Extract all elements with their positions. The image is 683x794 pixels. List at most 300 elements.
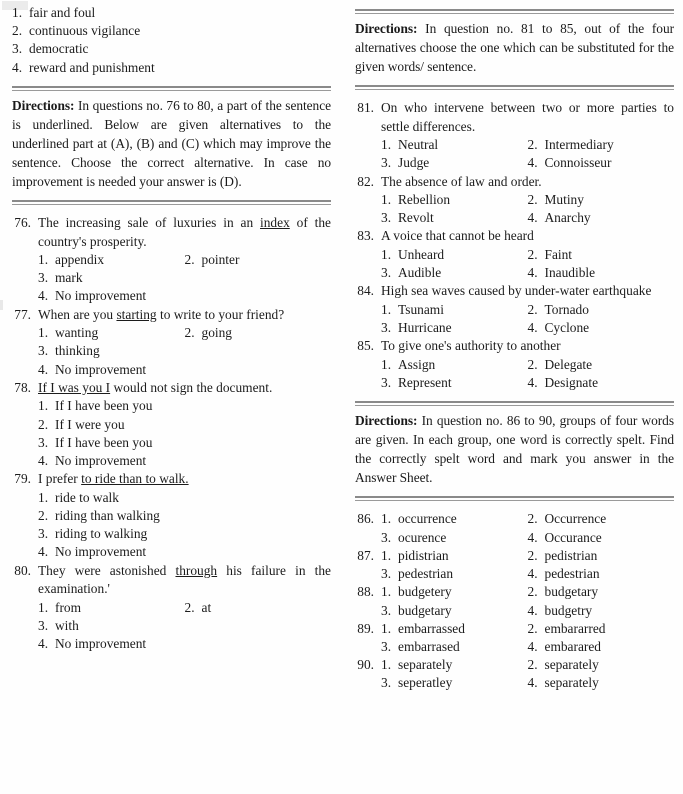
option-label: Audible — [398, 265, 442, 281]
option-row — [38, 324, 331, 342]
question-number: 87. — [357, 547, 374, 563]
option-label: pointer — [201, 252, 240, 268]
option-item[interactable] — [528, 136, 675, 154]
option-item[interactable] — [528, 374, 675, 392]
option-row — [381, 374, 674, 392]
option-row — [38, 599, 331, 617]
option-row — [38, 635, 331, 653]
option-label: If I have been you — [55, 398, 153, 414]
option-label: separately — [544, 675, 599, 691]
options-80 — [38, 599, 331, 654]
option-label: No improvement — [55, 288, 147, 304]
option-label: Anarchy — [544, 210, 591, 226]
question-81 — [355, 99, 674, 172]
option-number: 3. — [381, 675, 392, 691]
option-item[interactable] — [38, 617, 331, 635]
option-label: going — [201, 325, 233, 341]
option-row — [381, 510, 674, 528]
option-item[interactable] — [528, 547, 675, 565]
question-stem: To give one's authority to another — [381, 338, 561, 354]
option-number: 4. — [527, 210, 538, 226]
option-number: 1. — [381, 137, 392, 153]
option-label: mark — [55, 270, 83, 286]
options-84 — [381, 301, 674, 337]
option-number: 1. — [381, 620, 392, 636]
question-87 — [355, 547, 674, 583]
option-item[interactable] — [528, 209, 675, 227]
options-79 — [38, 489, 331, 562]
option-item[interactable] — [528, 674, 675, 692]
option-item[interactable] — [528, 246, 675, 264]
option-label: Assign — [398, 356, 436, 372]
option-number: 4. — [527, 320, 538, 336]
option-item[interactable] — [38, 287, 331, 305]
question-number: 83. — [357, 228, 374, 244]
question-stem — [38, 562, 331, 599]
option-label: democratic — [29, 41, 89, 57]
option-item[interactable] — [381, 264, 528, 282]
option-item[interactable] — [38, 416, 331, 434]
option-item[interactable] — [528, 154, 675, 172]
question-stem — [38, 306, 331, 325]
option-label: Mutiny — [544, 192, 584, 208]
stem-post: his failure in the examination.' — [38, 562, 332, 597]
question-stem: On who intervene between two or more parties to settle differences. — [381, 100, 674, 134]
option-number: 1. — [38, 398, 49, 414]
section-divider — [355, 401, 674, 406]
option-number: 1. — [38, 252, 49, 268]
option-item[interactable] — [38, 543, 331, 561]
option-item[interactable] — [38, 342, 331, 360]
option-number: 4. — [527, 529, 538, 545]
options-81 — [381, 136, 674, 172]
stem-pre: The increasing sale of luxuries in an — [38, 215, 261, 231]
question-stem: High sea waves caused by under-water earthquake — [381, 283, 652, 299]
options-90 — [381, 656, 674, 692]
option-number: 2. — [184, 252, 195, 268]
question-84 — [355, 282, 674, 337]
option-label: Rebellion — [398, 192, 451, 208]
option-label: pedestrian — [398, 566, 454, 582]
option-item[interactable] — [38, 635, 331, 653]
question-stem: The absence of law and order. — [381, 173, 542, 189]
option-item[interactable] — [381, 246, 528, 264]
question-stem — [38, 470, 331, 489]
option-number: 2. — [12, 23, 23, 39]
option-row — [38, 543, 331, 561]
option-label: Occurance — [544, 529, 602, 545]
directions-text: In questions no. 76 to 80, a part of the sentence is underlined. Below are given alternatives to the underlined part at (A), (B) and (C) which may improve the sentence. Choose the correct alternative. In case no improvement is needed your answer is (D). — [12, 97, 331, 189]
option-label: reward and punishment — [29, 59, 155, 75]
option-label: embarared — [544, 638, 601, 654]
stem-pre: When are you — [38, 306, 117, 322]
option-item[interactable] — [381, 602, 528, 620]
option-item[interactable] — [38, 251, 185, 269]
option-item[interactable] — [381, 301, 528, 319]
stem-underlined: through — [175, 562, 218, 578]
option-label: thinking — [55, 343, 100, 359]
option-item[interactable] — [38, 599, 185, 617]
question-76 — [12, 214, 331, 306]
option-item[interactable] — [528, 602, 675, 620]
option-number: 3. — [38, 270, 49, 286]
stem-underlined: starting — [116, 306, 157, 322]
option-label: Tornado — [544, 301, 589, 317]
question-stem: A voice that cannot be heard — [381, 228, 534, 244]
stem-pre: I prefer — [38, 471, 82, 487]
stem-post: of the country's prosperity. — [38, 215, 331, 249]
option-item[interactable] — [381, 510, 528, 528]
option-number: 2. — [527, 137, 538, 153]
option-label: Tsunami — [398, 301, 444, 317]
option-item[interactable] — [381, 565, 528, 583]
option-label: pedistrian — [544, 547, 598, 563]
option-number: 3. — [381, 529, 392, 545]
option-number: 1. — [38, 325, 49, 341]
option-label: Unheard — [398, 246, 445, 262]
options-89 — [381, 620, 674, 656]
option-label: If I were you — [55, 416, 125, 432]
option-label: ride to walk — [55, 489, 119, 505]
option-row — [12, 40, 331, 58]
option-label: with — [55, 617, 79, 633]
option-row — [12, 59, 331, 77]
option-label: from — [55, 599, 82, 615]
option-row — [38, 525, 331, 543]
option-number: 1. — [381, 511, 392, 527]
option-item[interactable] — [381, 356, 528, 374]
option-number: 3. — [38, 526, 49, 542]
option-label: Connoisseur — [544, 155, 612, 171]
option-number: 2. — [527, 620, 538, 636]
option-item[interactable] — [528, 301, 675, 319]
option-row — [381, 301, 674, 319]
option-row — [381, 264, 674, 282]
option-number: 3. — [12, 41, 23, 57]
option-item[interactable] — [381, 674, 528, 692]
option-label: budgetary — [544, 584, 599, 600]
option-number: 4. — [527, 375, 538, 391]
option-row — [12, 22, 331, 40]
option-item[interactable] — [528, 191, 675, 209]
option-label: pedestrian — [544, 566, 600, 582]
option-row — [381, 620, 674, 638]
option-label: pidistrian — [398, 547, 449, 563]
question-number: 90. — [357, 657, 374, 673]
option-label: Revolt — [398, 210, 434, 226]
question-89 — [355, 620, 674, 656]
directions-lead: Directions: — [355, 21, 418, 36]
option-label: Represent — [398, 375, 452, 391]
option-number: 2. — [184, 325, 195, 341]
option-number: 1. — [381, 657, 392, 673]
question-80 — [12, 562, 331, 654]
option-item[interactable] — [38, 489, 331, 507]
option-item[interactable] — [381, 154, 528, 172]
question-79 — [12, 470, 331, 561]
option-label: fair and foul — [29, 5, 96, 20]
directions-text: In question no. 81 to 85, out of the four alternatives choose the one which can be substituted for the given words/ sentence. — [355, 21, 674, 75]
option-number: 1. — [381, 301, 392, 317]
stem-underlined: to ride than to walk. — [81, 471, 189, 487]
option-number: 2. — [527, 246, 538, 262]
option-label: Cyclone — [544, 320, 590, 336]
option-label: Neutral — [398, 137, 439, 153]
option-row — [38, 251, 331, 269]
option-number: 4. — [38, 636, 49, 652]
option-number: 4. — [527, 638, 538, 654]
question-stem — [38, 379, 331, 398]
option-number: 1. — [38, 489, 49, 505]
option-label: riding than walking — [55, 507, 160, 523]
option-number: 4. — [38, 453, 49, 468]
option-row — [38, 416, 331, 434]
option-number: 3. — [381, 320, 392, 336]
option-label: If I have been you — [55, 434, 153, 450]
option-item[interactable] — [381, 547, 528, 565]
option-item[interactable] — [185, 599, 332, 617]
option-item[interactable] — [12, 22, 331, 40]
option-number: 2. — [527, 584, 538, 600]
option-row — [381, 638, 674, 656]
option-item[interactable] — [528, 319, 675, 337]
option-item[interactable] — [38, 452, 331, 470]
question-78 — [12, 379, 331, 470]
options-88 — [381, 583, 674, 619]
option-item[interactable] — [528, 638, 675, 656]
question-number: 77. — [14, 306, 31, 322]
option-item[interactable] — [38, 525, 331, 543]
option-item[interactable] — [381, 374, 528, 392]
question-number: 86. — [357, 511, 374, 527]
directions-81-85 — [355, 19, 674, 76]
option-item[interactable] — [381, 620, 528, 638]
option-number: 4. — [12, 59, 23, 75]
option-item[interactable] — [12, 4, 331, 22]
option-row — [381, 191, 674, 209]
question-83 — [355, 227, 674, 282]
option-label: riding to walking — [55, 526, 148, 542]
option-label: Designate — [544, 375, 599, 391]
left-column — [0, 0, 341, 794]
option-label: budgetary — [398, 602, 452, 618]
question-number: 76. — [14, 215, 31, 231]
option-row — [381, 246, 674, 264]
section-divider — [12, 86, 331, 91]
option-number: 3. — [381, 155, 392, 171]
stem-underlined: index — [260, 215, 290, 231]
option-row — [38, 434, 331, 452]
option-row — [381, 674, 674, 692]
option-item[interactable] — [528, 620, 675, 638]
options-87 — [381, 547, 674, 583]
question-90 — [355, 656, 674, 692]
option-label: wanting — [55, 325, 99, 341]
options-76 — [38, 251, 331, 306]
option-label: budgetery — [398, 584, 452, 600]
option-row — [381, 356, 674, 374]
question-number: 81. — [357, 100, 374, 116]
option-number: 4. — [527, 265, 538, 281]
option-item[interactable] — [528, 510, 675, 528]
option-row — [38, 287, 331, 305]
directions-text: In question no. 86 to 90, groups of four words are given. In each group, one word is correctly spelt. Find the correctly spelt word and mark you answer in the Answer Sheet. — [355, 413, 674, 486]
question-number: 89. — [357, 620, 374, 636]
option-label: No improvement — [55, 636, 147, 652]
option-item[interactable] — [38, 507, 331, 525]
question-88 — [355, 583, 674, 619]
stem-post: would not sign the document. — [110, 379, 273, 395]
option-row — [381, 547, 674, 565]
option-item[interactable] — [381, 638, 528, 656]
question-77 — [12, 306, 331, 379]
option-row — [38, 361, 331, 379]
option-item[interactable] — [381, 656, 528, 674]
option-number: 4. — [527, 566, 538, 582]
option-row — [381, 583, 674, 601]
question-number: 88. — [357, 584, 374, 600]
option-label: appendix — [55, 252, 105, 268]
option-item[interactable] — [12, 59, 331, 77]
option-label: embarrased — [398, 638, 460, 654]
option-row — [12, 4, 331, 22]
continuation-options — [12, 4, 331, 77]
section-divider — [355, 9, 674, 14]
option-item[interactable] — [38, 361, 331, 379]
options-78 — [38, 397, 331, 470]
option-item[interactable] — [185, 324, 332, 342]
option-number: 3. — [38, 434, 49, 450]
right-column — [341, 0, 682, 794]
option-item[interactable] — [38, 434, 331, 452]
option-item[interactable] — [528, 264, 675, 282]
options-86 — [381, 510, 674, 546]
question-number: 80. — [14, 562, 31, 578]
question-82 — [355, 173, 674, 228]
option-item[interactable] — [528, 356, 675, 374]
option-number: 1. — [381, 547, 392, 563]
option-label: seperatley — [398, 675, 453, 691]
option-label: separately — [398, 657, 453, 673]
stem-post: to write to your friend? — [156, 306, 285, 322]
option-item[interactable] — [381, 209, 528, 227]
question-number: 79. — [14, 471, 31, 487]
option-label: separately — [544, 657, 599, 673]
option-row — [381, 656, 674, 674]
question-85 — [355, 337, 674, 392]
option-number: 4. — [527, 602, 538, 618]
option-item[interactable] — [381, 583, 528, 601]
option-row — [38, 489, 331, 507]
question-stem — [38, 214, 331, 251]
option-label: ocurence — [398, 529, 447, 545]
option-row — [38, 617, 331, 635]
option-row — [38, 342, 331, 360]
option-item[interactable] — [381, 319, 528, 337]
option-row — [38, 507, 331, 525]
question-number: 84. — [357, 283, 374, 299]
option-number: 3. — [381, 602, 392, 618]
option-number: 3. — [381, 265, 392, 281]
option-number: 4. — [527, 675, 538, 691]
option-number: 2. — [527, 356, 538, 372]
option-number: 4. — [527, 155, 538, 171]
section-divider — [355, 496, 674, 501]
option-row — [381, 319, 674, 337]
option-row — [381, 154, 674, 172]
option-number: 3. — [381, 566, 392, 582]
stem-pre: They were astonished — [38, 562, 176, 578]
option-item[interactable] — [528, 565, 675, 583]
option-number: 2. — [527, 511, 538, 527]
option-item[interactable] — [38, 269, 331, 287]
option-item[interactable] — [38, 397, 331, 415]
question-number: 82. — [357, 173, 374, 189]
option-item[interactable] — [381, 136, 528, 154]
option-number: 3. — [38, 343, 49, 359]
option-label: at — [201, 599, 212, 615]
options-85 — [381, 356, 674, 392]
option-row — [381, 209, 674, 227]
option-number: 2. — [527, 657, 538, 673]
option-number: 2. — [527, 301, 538, 317]
option-number: 1. — [381, 192, 392, 208]
option-number: 1. — [381, 246, 392, 262]
option-row — [381, 529, 674, 547]
stem-underlined: If I was you I — [38, 379, 111, 395]
option-row — [381, 602, 674, 620]
option-number: 2. — [38, 507, 49, 523]
option-item[interactable] — [381, 529, 528, 547]
option-row — [381, 136, 674, 154]
option-number: 3. — [381, 638, 392, 654]
option-item[interactable] — [381, 191, 528, 209]
option-label: Faint — [544, 246, 573, 262]
option-number: 1. — [12, 5, 23, 20]
option-number: 3. — [381, 375, 392, 391]
option-label: No improvement — [55, 361, 147, 377]
option-label: Occurrence — [544, 511, 607, 527]
option-number: 1. — [381, 584, 392, 600]
option-item[interactable] — [528, 656, 675, 674]
option-number: 3. — [381, 210, 392, 226]
option-number: 4. — [38, 361, 49, 377]
option-row — [38, 269, 331, 287]
option-number: 2. — [527, 547, 538, 563]
option-item[interactable] — [185, 251, 332, 269]
directions-lead: Directions: — [12, 97, 75, 113]
option-label: Delegate — [544, 356, 593, 372]
section-divider — [12, 200, 331, 205]
option-label: budgetry — [544, 602, 593, 618]
option-label: Inaudible — [544, 265, 596, 281]
question-number: 85. — [357, 338, 374, 354]
option-item[interactable] — [38, 324, 185, 342]
options-82 — [381, 191, 674, 227]
option-label: embararred — [544, 620, 606, 636]
directions-76-80 — [12, 96, 331, 191]
options-77 — [38, 324, 331, 379]
option-item[interactable] — [12, 40, 331, 58]
option-label: Judge — [398, 155, 430, 171]
option-row — [38, 452, 331, 470]
option-item[interactable] — [528, 529, 675, 547]
question-86 — [355, 510, 674, 546]
option-label: continuous vigilance — [29, 23, 141, 39]
option-label: No improvement — [55, 453, 147, 468]
option-number: 3. — [38, 617, 49, 633]
option-item[interactable] — [528, 583, 675, 601]
